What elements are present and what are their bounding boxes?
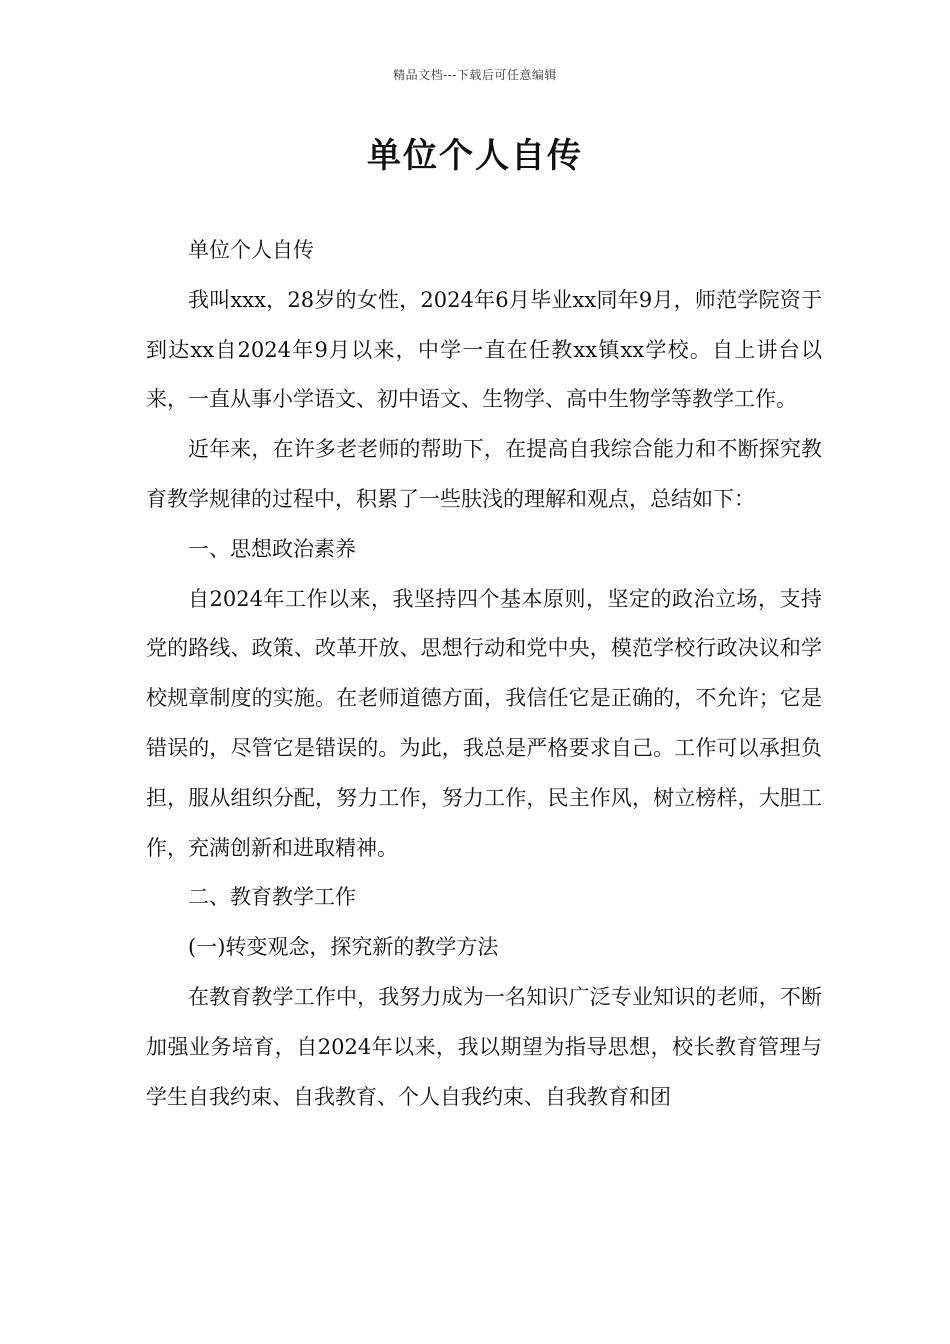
section-heading: 二、教育教学工作 [188,885,356,910]
document-body [146,226,822,1122]
section-heading: 一、思想政治素养 [188,536,356,561]
subsection-heading: (一)转变观念，探究新的教学方法 [188,935,499,960]
body-paragraph: 自2024年工作以来，我坚持四个基本原则，坚定的政治立场，支持党的路线、政策、改革开放、思想行动和党中央，模范学校行政决议和学校规章制度的实施。在老师道德方面，我信任它是正确的，不允许；它是错误的，尽管它是错误的。为此，我总是严格要求自己。工作可以承担负担，服从组织分配，努力工作，努力工作，民主作风，树立榜样，大胆工作，充满创新和进取精神。 [146,586,822,860]
body-paragraph: 我叫xxx，28岁的女性，2024年6月毕业xx同年9月，师范学院资于到达xx自2024年9月以来，中学一直在任教xx镇xx学校。自上讲台以来，一直从事小学语文、初中语文、生物学、高中生物学等教学工作。 [146,287,822,412]
header-note: 精品文档---下载后可任意编辑 [393,68,557,82]
body-paragraph: 在教育教学工作中，我努力成为一名知识广泛专业知识的老师，不断加强业务培育，自2024年以来，我以期望为指导思想，校长教育管理与学生自我约束、自我教育、个人自我约束、自我教育和团 [146,984,822,1109]
body-paragraph: 单位个人自传 [188,238,314,262]
body-paragraph: 近年来，在许多老老师的帮助下，在提高自我综合能力和不断探究教育教学规律的过程中，积累了一些肤浅的理解和观点，总结如下： [146,437,822,511]
document-title: 单位个人自传 [367,136,583,176]
